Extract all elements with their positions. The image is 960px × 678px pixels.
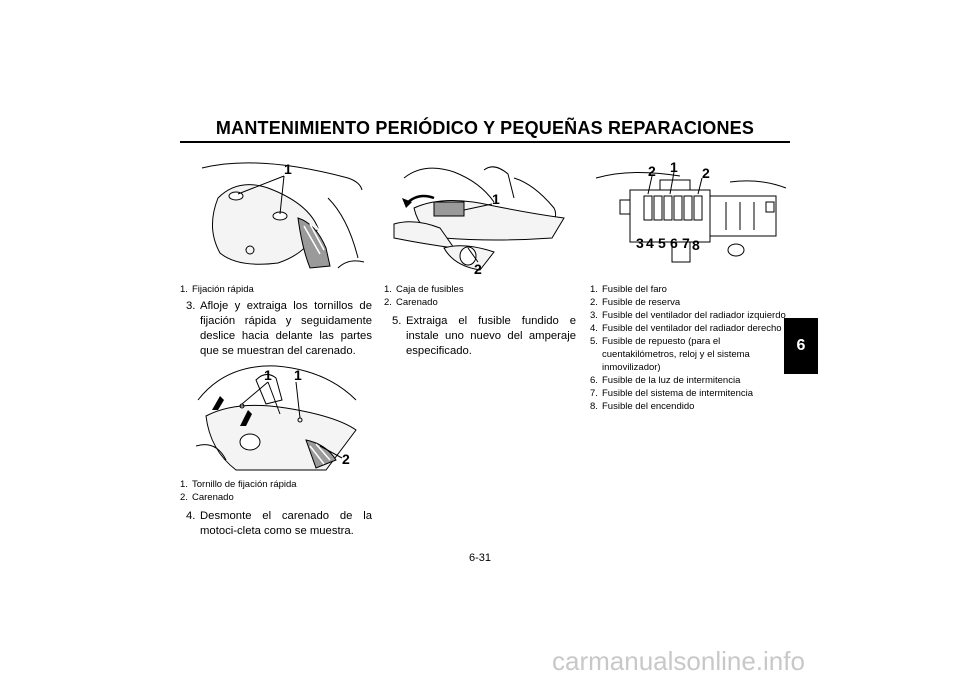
callout-2: 2 [474,261,482,277]
caption-item: 3. Fusible del ventilador del radiador izquierdo [590,310,786,321]
caption-item: 4. Fusible del ventilador del radiador derecho [590,323,782,334]
caption-item: 6. Fusible de la luz de intermitencia [590,375,741,386]
callout-1: 1 [670,159,678,175]
header-rule [180,141,790,143]
watermark: carmanualsonline.info [552,646,805,676]
figure-fuse-box-location [384,158,574,280]
callout-1: 1 [264,367,272,383]
caption-item: 1. Fijación rápida [180,284,254,295]
callout-5: 5 [658,235,666,251]
callout-8: 8 [692,237,700,253]
callout-1: 1 [294,367,302,383]
caption-item: 1. Fusible del faro [590,284,667,295]
caption-item: 7. Fusible del sistema de intermitencia [590,388,754,399]
callout-7: 7 [682,235,690,251]
caption-list [180,283,254,296]
caption-list [384,283,464,309]
figure-fastener-screws [196,360,366,476]
caption-list [590,283,786,413]
caption-item: 1. Caja de fusibles [384,284,464,295]
callout-3: 3 [636,235,644,251]
callout-1: 1 [492,191,500,207]
page-number: 6-31 [468,552,492,564]
callout-2: 2 [648,163,656,179]
step-4: 4. Desmonte el carenado de la motoci-cleta como se muestra. [186,510,372,537]
figure-fuse-box-detail [590,158,790,280]
callout-4: 4 [646,235,654,251]
step-3: 3. Afloje y extraiga los tornillos de fijación rápida y seguidamente deslice hacia delante las partes que se muestran del carenado. [186,300,372,357]
callout-1: 1 [284,161,292,177]
caption-list [180,478,297,504]
callout-2: 2 [342,451,350,467]
callout-2: 2 [702,165,710,181]
callout-6: 6 [670,235,678,251]
caption-item: 2. Carenado [180,492,234,503]
chapter-tab: 6 [784,318,818,374]
caption-item: 2. Fusible de reserva [590,297,681,308]
caption-item: 5. Fusible de repuesto (para el cuentakilómetros, reloj y el sistema inmovilizador) [590,336,750,373]
caption-item: 8. Fusible del encendido [590,401,695,412]
page-title: MANTENIMIENTO PERIÓDICO Y PEQUEÑAS REPARACIONES [215,118,755,138]
caption-item: 1. Tornillo de fijación rápida [180,479,297,490]
caption-item: 2. Carenado [384,297,438,308]
step-5: 5. Extraiga el fusible fundido e instale uno nuevo del amperaje especificado. [392,315,576,357]
figure-quick-fastener [198,158,368,278]
